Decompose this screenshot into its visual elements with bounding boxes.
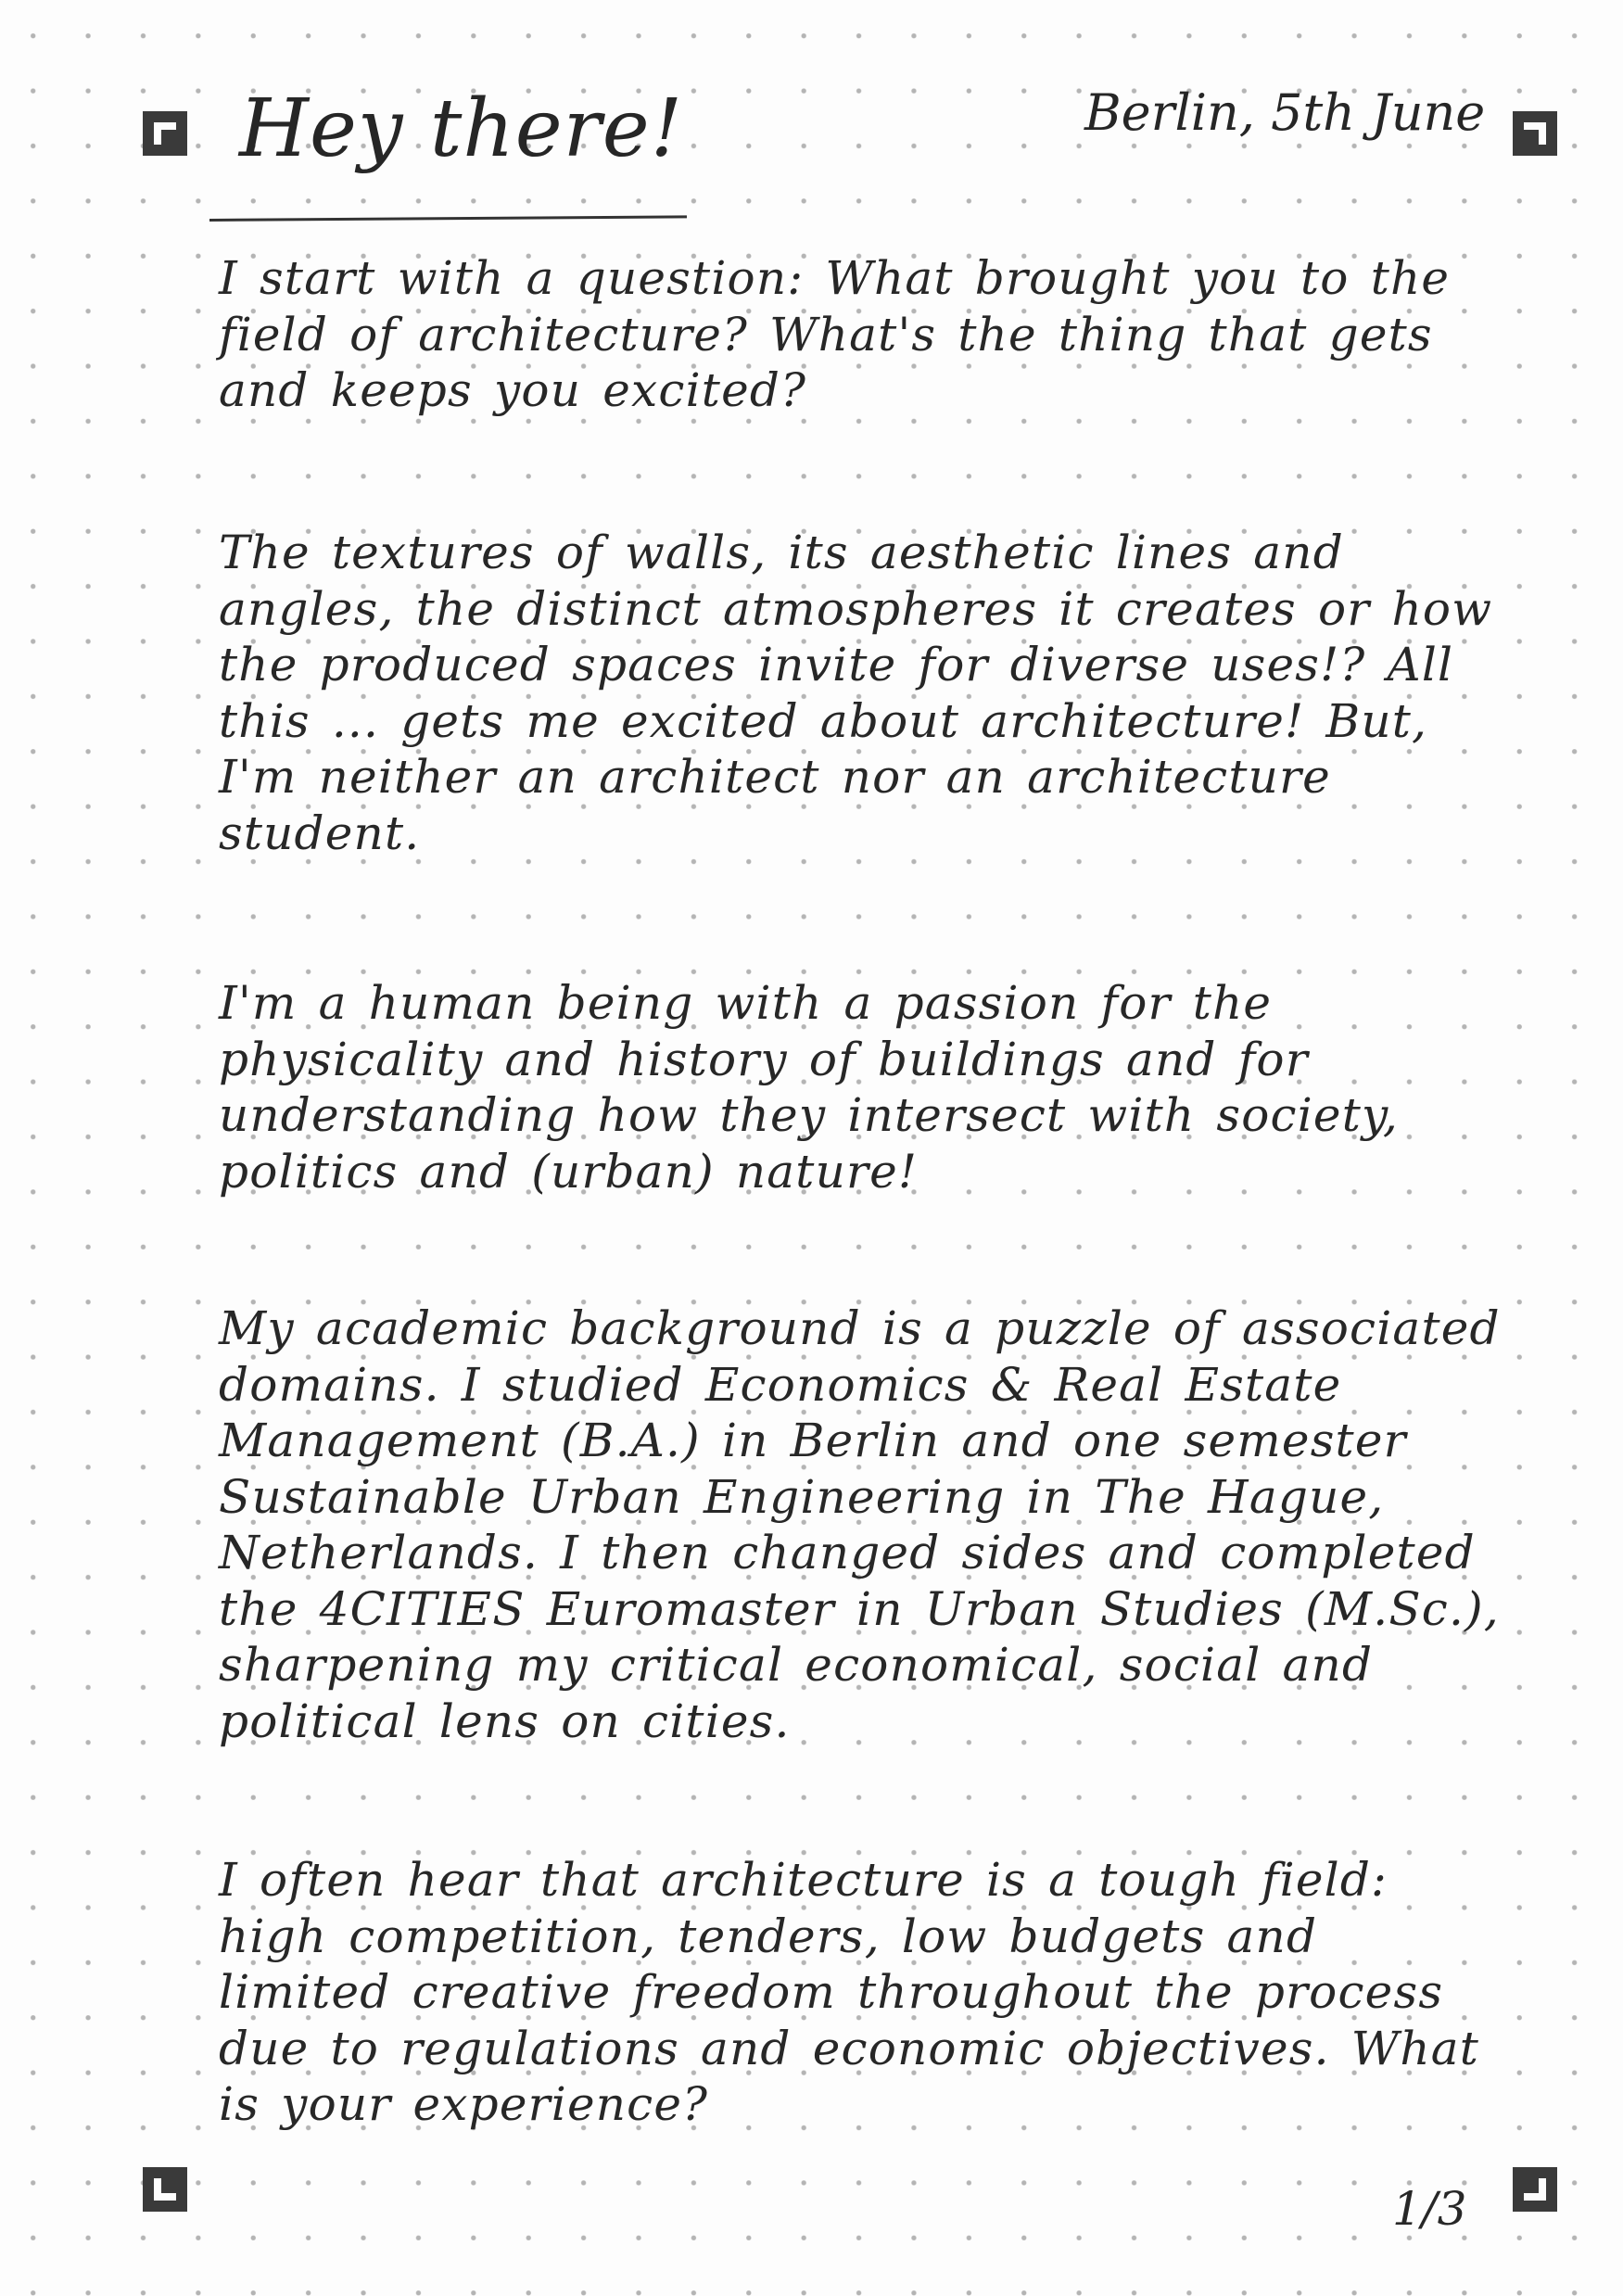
paragraph-question: I start with a question: What brought you to the field of architecture? What's the thing that gets and keeps you excited? [219,251,1451,417]
bottom-right-marker-icon [1513,2167,1557,2212]
top-right-marker-icon [1513,111,1557,156]
paragraph-background: My academic background is a puzzle of associated domains. I studied Economics & Real Estate Management (B.A.) in Berlin and one semester Sustainable Urban Engineering in The Hague, Netherlands. I then changed sides and completed the 4CITIES Euromaster in Urban Studies (M.Sc.), sharpening my critical economical, social and political lens on cities. [219,1301,1501,1748]
page-number: 1/3 [1392,2182,1467,2236]
place-date: Berlin, 5th June [1084,83,1486,142]
top-left-marker-icon [143,111,187,156]
paragraph-experience: I often hear that architecture is a tough field: high competition, tenders, low budgets and limited creative freedom throughout the process due to regulations and economic objectives. What is your experience? [219,1853,1480,2131]
greeting-heading: Hey there! [239,82,684,175]
bottom-left-marker-icon [143,2167,187,2212]
paragraph-passion: I'm a human being with a passion for the physicality and history of buildings and for understanding how they intersect with society, politics and (urban) nature! [219,976,1399,1199]
paragraph-textures: The textures of walls, its aesthetic lines and angles, the distinct atmospheres it creates or how the produced spaces invite for diverse uses!? All this ... gets me excited about architecture! But, I'm neither an architect nor an architecture student. [219,526,1493,860]
greeting-underline [209,215,687,222]
